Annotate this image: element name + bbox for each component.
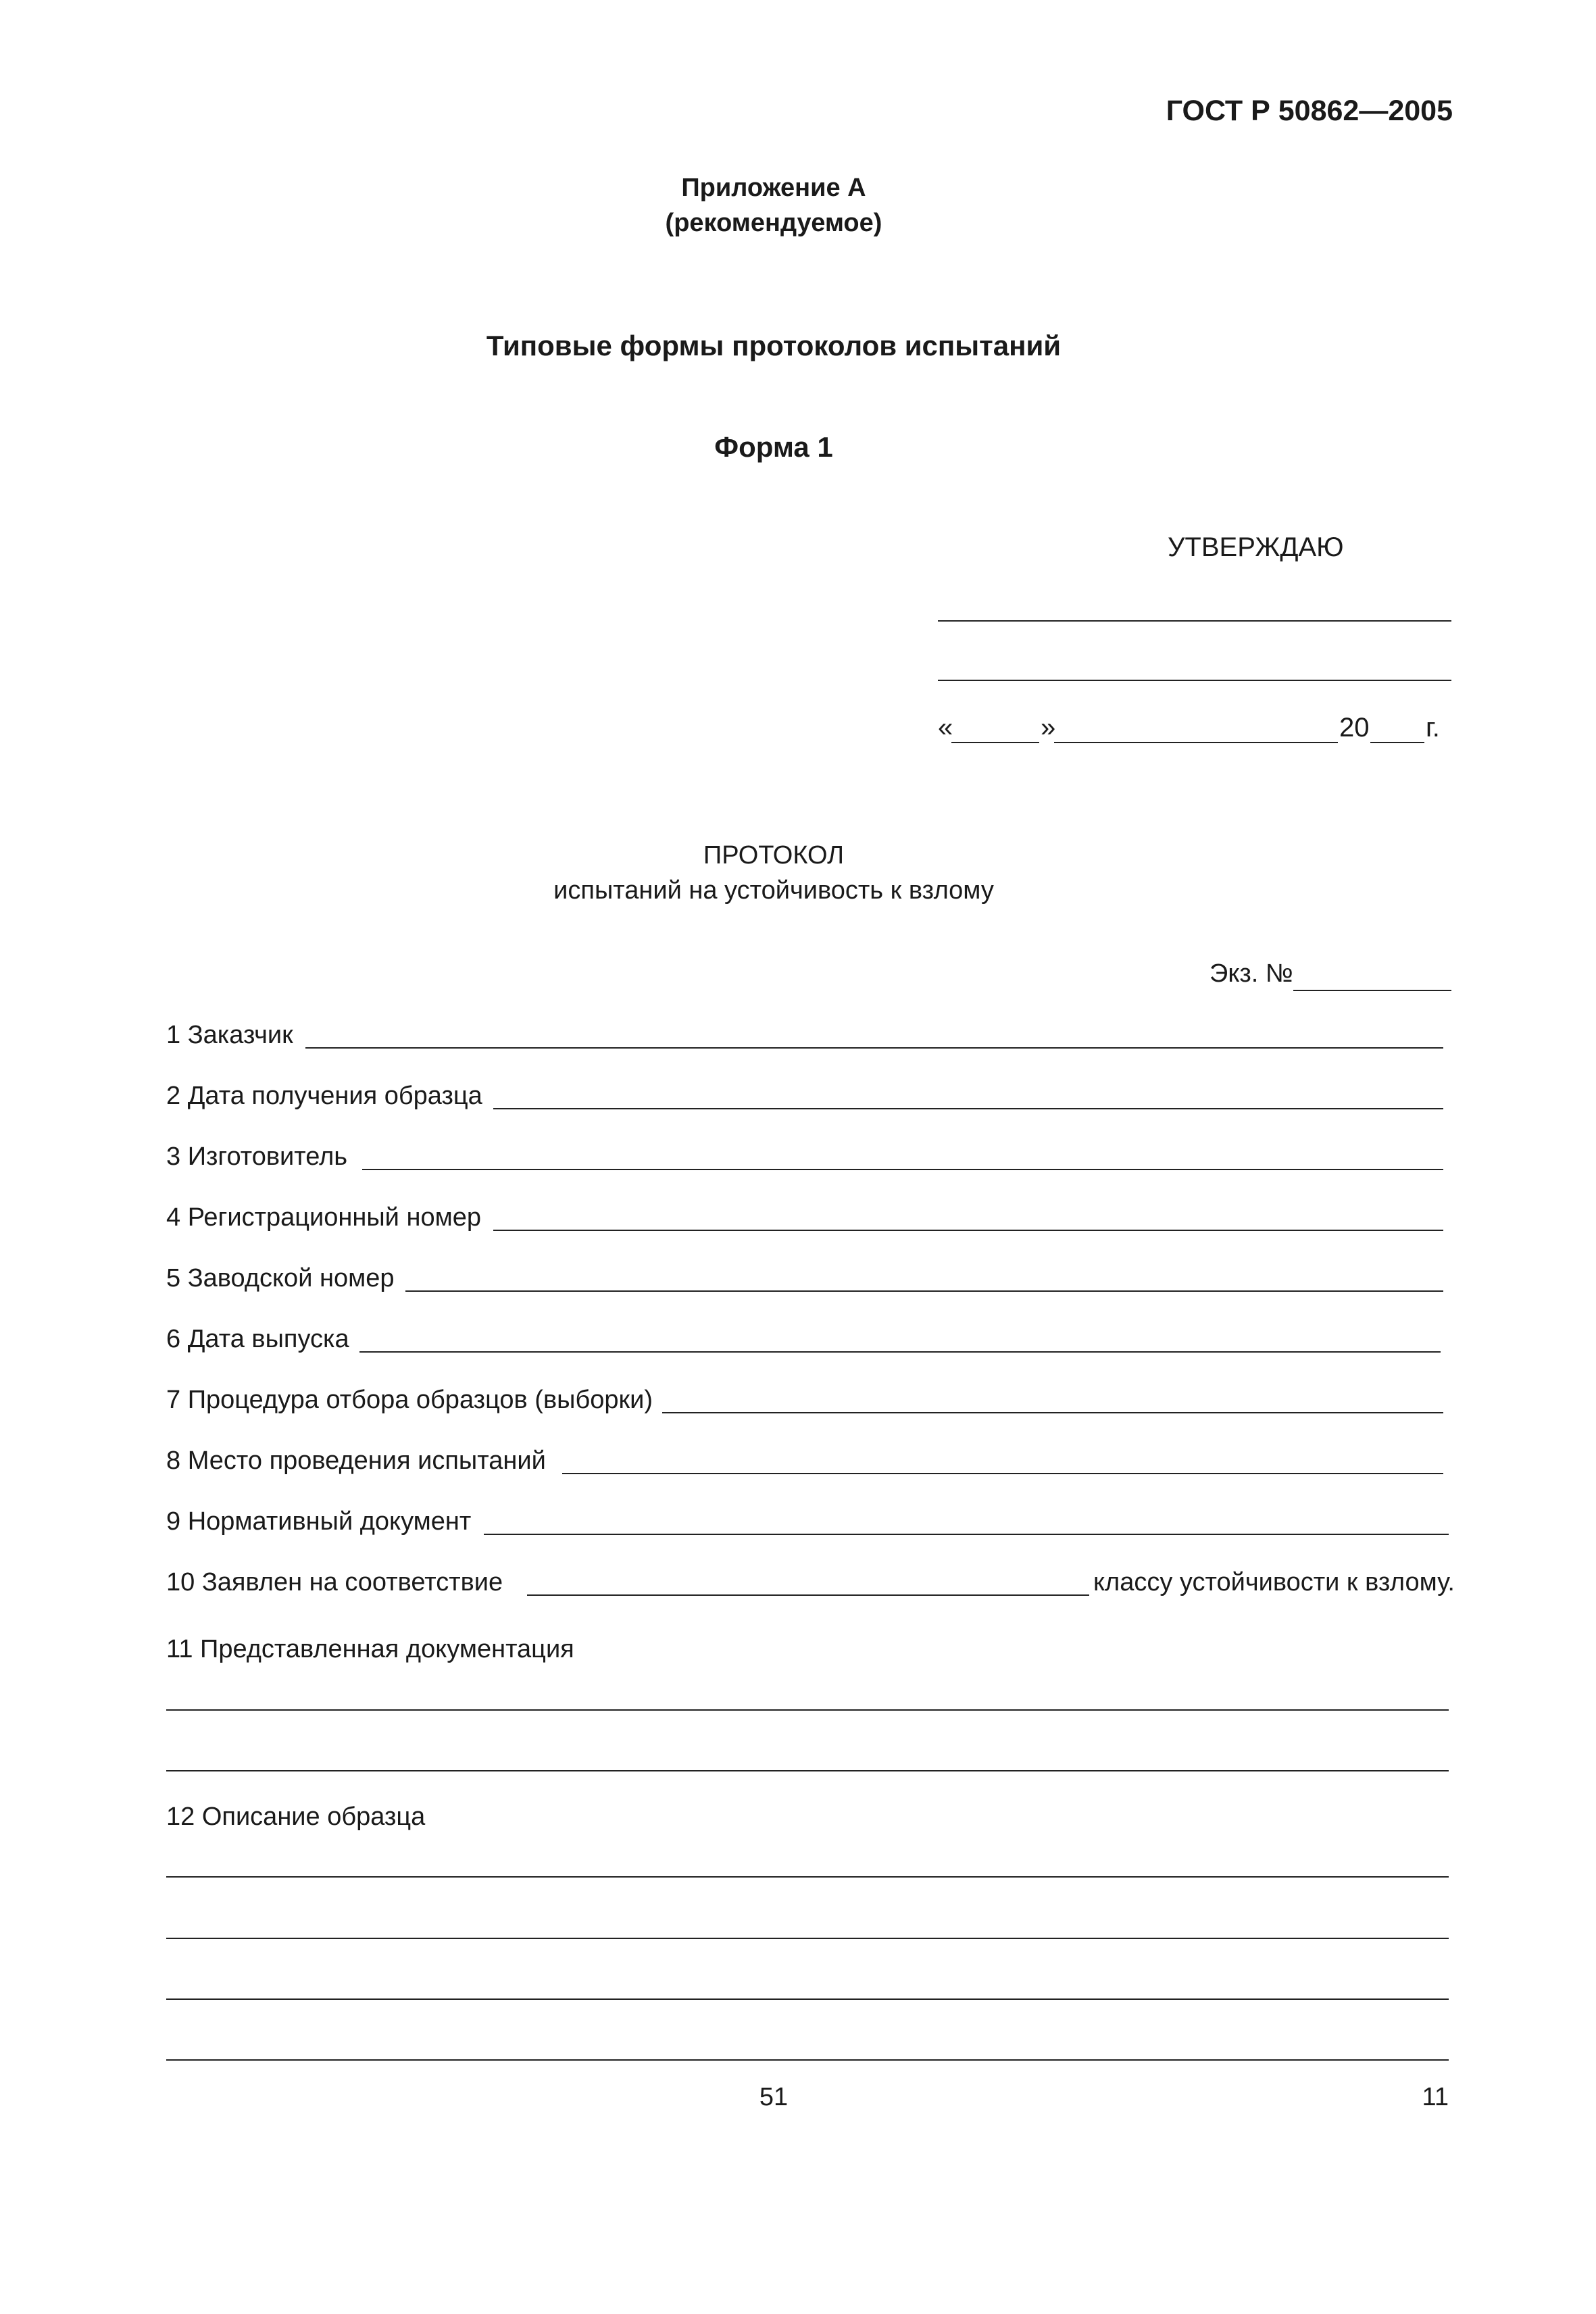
field-label: 10 Заявлен на соответствие — [166, 1568, 503, 1596]
description-line[interactable] — [166, 1998, 1449, 2000]
field-manufacturer — [166, 1142, 1443, 1176]
field-test-location — [166, 1446, 1443, 1480]
field-input-line[interactable] — [527, 1594, 1089, 1596]
field-release-date — [166, 1324, 1441, 1358]
month-field-line[interactable] — [1054, 742, 1338, 743]
field-label: 6 Дата выпуска — [166, 1325, 349, 1353]
copy-number-label: Экз. № — [1210, 959, 1293, 988]
field-label: 1 Заказчик — [166, 1021, 293, 1049]
field-input-line[interactable] — [493, 1108, 1443, 1109]
field-registration-number — [166, 1203, 1443, 1236]
documentation-line[interactable] — [166, 1770, 1449, 1771]
field-serial-number — [166, 1263, 1443, 1297]
approval-signature-line[interactable] — [938, 620, 1451, 622]
appendix-title: Приложение А — [681, 174, 866, 202]
field-label: 8 Место проведения испытаний — [166, 1447, 546, 1475]
approval-label: УТВЕРЖДАЮ — [1168, 532, 1344, 562]
field-label: 3 Изготовитель — [166, 1142, 348, 1171]
documentation-line[interactable] — [166, 1709, 1449, 1711]
field-label: 2 Дата получения образца — [166, 1082, 482, 1110]
field-declared-conformity — [166, 1567, 1455, 1601]
appendix-heading — [0, 170, 1547, 241]
quote-close: » — [1041, 713, 1056, 743]
field-label: 9 Нормативный документ — [166, 1507, 472, 1536]
field-input-line[interactable] — [359, 1351, 1441, 1353]
appendix-note: (рекомендуемое) — [665, 209, 882, 237]
description-line[interactable] — [166, 2059, 1449, 2061]
field-label: 5 Заводской номер — [166, 1264, 395, 1292]
document-title: Типовые формы протоколов испытаний — [486, 330, 1062, 361]
protocol-title: ПРОТОКОЛ — [703, 841, 845, 870]
section-documentation-label: 11 Представленная документация — [166, 1635, 574, 1663]
approval-date-row — [938, 713, 1451, 747]
description-line[interactable] — [166, 1876, 1449, 1878]
year-prefix: 20 — [1339, 713, 1370, 743]
field-input-line[interactable] — [362, 1169, 1443, 1170]
field-input-line[interactable] — [662, 1412, 1443, 1413]
approval-name-line[interactable] — [938, 680, 1451, 681]
form-label: Форма 1 — [714, 431, 833, 463]
field-label: 7 Процедура отбора образцов (выборки) — [166, 1386, 653, 1414]
day-field-line[interactable] — [951, 742, 1039, 743]
field-customer — [166, 1020, 1443, 1054]
field-suffix: классу устойчивости к взлому. — [1093, 1568, 1455, 1596]
field-label: 4 Регистрационный номер — [166, 1203, 481, 1232]
protocol-subtitle: испытаний на устойчивость к взлому — [553, 876, 994, 905]
field-receipt-date — [166, 1081, 1443, 1115]
field-sampling-procedure — [166, 1385, 1443, 1419]
field-input-line[interactable] — [493, 1230, 1443, 1231]
standard-number: ГОСТ Р 50862—2005 — [1166, 95, 1453, 127]
year-suffix: г. — [1426, 713, 1440, 743]
field-input-line[interactable] — [562, 1473, 1443, 1474]
page-number-right: 11 — [1422, 2083, 1449, 2111]
protocol-heading — [0, 838, 1547, 908]
page-number-center: 51 — [759, 2083, 789, 2111]
description-line[interactable] — [166, 1938, 1449, 1939]
year-field-line[interactable] — [1370, 742, 1424, 743]
section-sample-description-label: 12 Описание образца — [166, 1803, 426, 1831]
quote-open: « — [938, 713, 953, 743]
field-input-line[interactable] — [305, 1047, 1443, 1049]
copy-number-line[interactable] — [1293, 990, 1451, 991]
field-normative-document — [166, 1507, 1449, 1540]
field-input-line[interactable] — [484, 1534, 1449, 1535]
field-input-line[interactable] — [405, 1290, 1443, 1292]
